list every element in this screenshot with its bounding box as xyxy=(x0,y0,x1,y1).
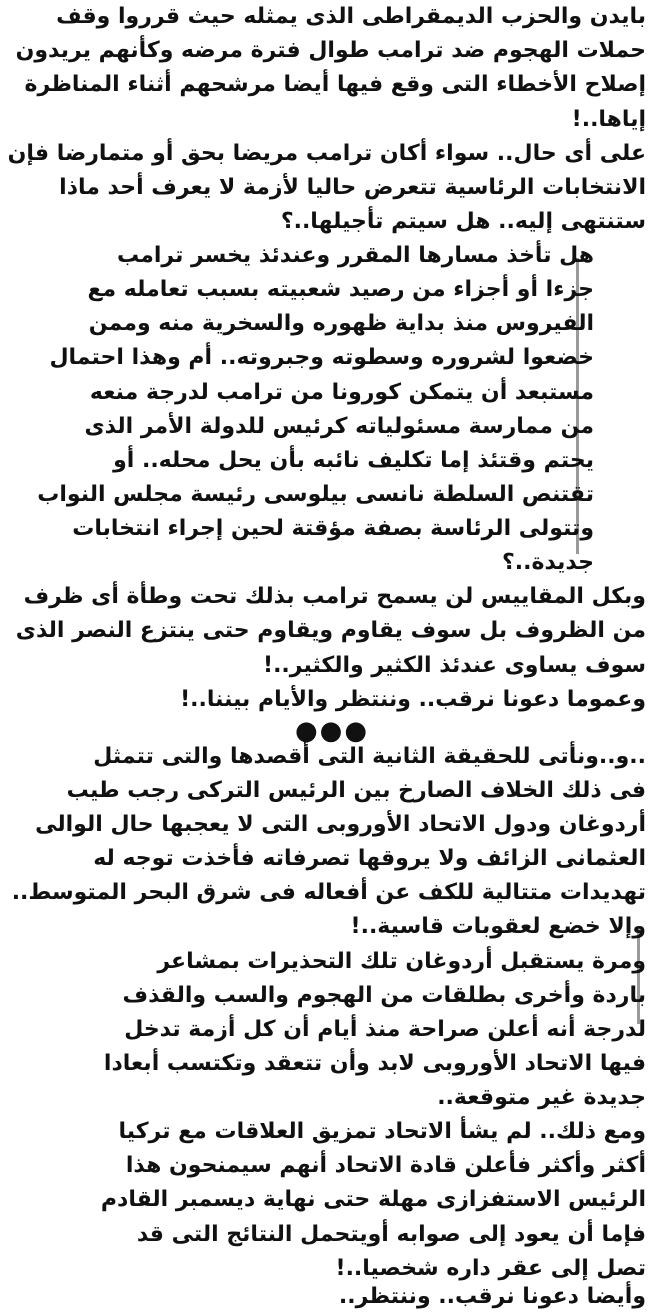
article-line: خضعوا لشروره وسطوته وجبروته.. أم وهذا احتمال xyxy=(49,345,594,370)
article-line: ..و..ونأتى للحقيقة الثانية التى أقصدها والتى تتمثل xyxy=(93,744,646,769)
article-line: وبكل المقاييس لن يسمح ترامب بذلك تحت وطأة أى ظرف xyxy=(23,584,646,609)
article-line: يحتم وقتئذ إما تكليف نائبه بأن يحل محله.. أو xyxy=(113,448,594,473)
article-line: فى ذلك الخلاف الصارخ بين الرئيس التركى رجب طيب xyxy=(66,778,646,803)
article-line: جديدة غير متوقعة.. xyxy=(437,1085,646,1110)
article-line: ستنتهى إليه.. هل سيتم تأجيلها..؟ xyxy=(280,209,646,234)
article-line: باردة وأخرى بطلقات من الهجوم والسب والقذف xyxy=(122,983,646,1008)
article-line: وتتولى الرئاسة بصفة مؤقتة لحين إجراء انتخابات xyxy=(72,516,594,541)
article-line: الفيروس منذ بداية ظهوره والسخرية منه وممن xyxy=(88,311,594,336)
article-line: هل تأخذ مسارها المقرر وعندئذ يخسر ترامب xyxy=(116,243,594,268)
article-line: إياها..! xyxy=(571,107,646,132)
article-line: مستبعد أن يتمكن كورونا من ترامب لدرجة منعه xyxy=(89,380,594,405)
article-line: الرئيس الاستفزازى مهلة حتى نهاية ديسمبر القادم xyxy=(100,1187,646,1212)
article-line: أكثر وأكثر فأعلن قادة الاتحاد أنهم سيمنحون هذا xyxy=(125,1153,646,1178)
article-line: على أى حال.. سواء أكان ترامب مريضا بحق أو متمارضا فإن xyxy=(7,141,646,166)
article-line: ومرة يستقبل أردوغان تلك التحذيرات بمشاعر xyxy=(157,949,646,974)
article-line: تقتنص السلطة نانسى بيلوسى رئيسة مجلس النواب xyxy=(37,482,594,507)
article-line: ومع ذلك.. لم يشأ الاتحاد تمزيق العلاقات مع تركيا xyxy=(118,1119,646,1144)
article-line: تهديدات متتالية للكف عن أفعاله فى شرق البحر المتوسط.. xyxy=(11,880,646,905)
article-line: سوف يساوى عندئذ الكثير والكثير..! xyxy=(263,653,646,678)
article-line: العثمانى الزائف ولا يروقها تصرفاته فأخذت توجه له xyxy=(93,846,646,871)
article-line: فإما أن يعود إلى صوابه أويتحمل النتائج التى قد xyxy=(136,1222,646,1247)
article-line: بايدن والحزب الديمقراطى الذى يمثله حيث قرروا وقف xyxy=(56,4,646,29)
article-line: الانتخابات الرئاسية تتعرض حاليا لأزمة لا يعرف أحد ماذا xyxy=(59,175,646,200)
article-line: لدرجة أنه أعلن صراحة منذ أيام أن كل أزمة تدخل xyxy=(124,1017,646,1042)
article-line: وعموما دعونا نرقب.. وننتظر والأيام بيننا..! xyxy=(180,687,646,712)
article-line: فيها الاتحاد الأوروبى لابد وأن تتعقد وتكتسب أبعادا xyxy=(103,1051,646,1076)
article-line: أردوغان ودول الاتحاد الأوروبى التى لا يعجبها حال الوالى xyxy=(35,812,646,837)
article-line: إصلاح الأخطاء التى وقع فيها أيضا مرشحهم أثناء المناظرة xyxy=(24,72,646,97)
article-line: جزءا أو أجزاء من رصيد شعبيته بسبب تعامله مع xyxy=(87,277,594,302)
article-line: من ممارسة مسئولياته كرئيس للدولة الأمر الذى xyxy=(84,414,594,439)
article-line: وأيضا دعونا نرقب.. وننتظر.. xyxy=(338,1284,646,1309)
article-line: وإلا خضع لعقوبات قاسية..! xyxy=(350,914,646,939)
article-line: جديدة..؟ xyxy=(502,550,594,575)
article-line: من الظروف بل سوف يقاوم ويقاوم حتى ينتزع النصر الذى xyxy=(15,618,646,643)
article-line: تصل إلى عقر داره شخصيا..! xyxy=(335,1256,646,1281)
article-line: حملات الهجوم ضد ترامب طوال فترة مرضه وكأنهم يريدون xyxy=(15,38,646,63)
section-divider: ●●● xyxy=(294,716,370,746)
